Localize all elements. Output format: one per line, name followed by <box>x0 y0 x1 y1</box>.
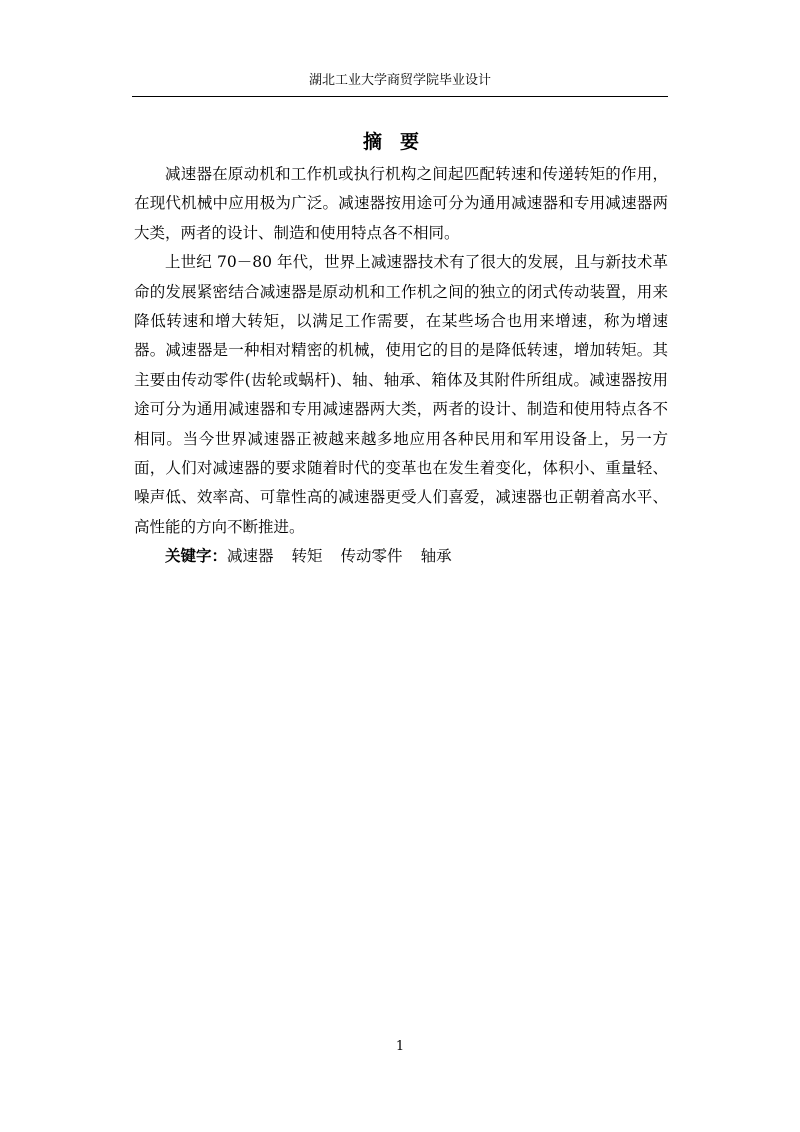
abstract-paragraph-2: 上世纪 70－80 年代，世界上减速器技术有了很大的发展，且与新技术革命的发展紧密结合减速器是原动机和工作机之间的独立的闭式传动装置，用来降低转速和增大转矩，以满足工作需要，在某些场合也用来增速，称为增速器。减速器是一种相对精密的机械，使用它的目的是降低转速，增加转矩。其主要由传动零件(齿轮或蜗杆)、轴、轴承、箱体及其附件所组成。减速器按用途可分为通用减速器和专用减速器两大类，两者的设计、制造和使用特点各不相同。当今世界减速器正被越来越多地应用各种民用和军用设备上，另一方面，人们对减速器的要求随着时代的变革也在发生着变化，体积小、重量轻、噪声低、效率高、可靠性高的减速器更受人们喜爱，减速器也正朝着高水平、高性能的方向不断推进。 <box>134 253 668 536</box>
header-rule <box>132 96 668 97</box>
keywords-label: 关键字： <box>165 547 228 566</box>
keyword-item: 转矩 <box>291 547 323 566</box>
abstract-title: 摘要 <box>362 131 437 153</box>
keyword-item: 轴承 <box>420 547 452 566</box>
page-header: 湖北工业大学商贸学院毕业设计 <box>308 73 491 88</box>
keywords-line <box>134 542 668 571</box>
keyword-item: 传动零件 <box>340 547 403 566</box>
page-number: 1 <box>395 1039 405 1054</box>
abstract-paragraph-1: 减速器在原动机和工作机或执行机构之间起匹配转速和传递转矩的作用，在现代机械中应用极为广泛。减速器按用途可分为通用减速器和专用减速器两大类，两者的设计、制造和使用特点各不相同。 <box>134 165 668 242</box>
keyword-item: 减速器 <box>227 547 274 566</box>
abstract-body <box>134 160 668 572</box>
